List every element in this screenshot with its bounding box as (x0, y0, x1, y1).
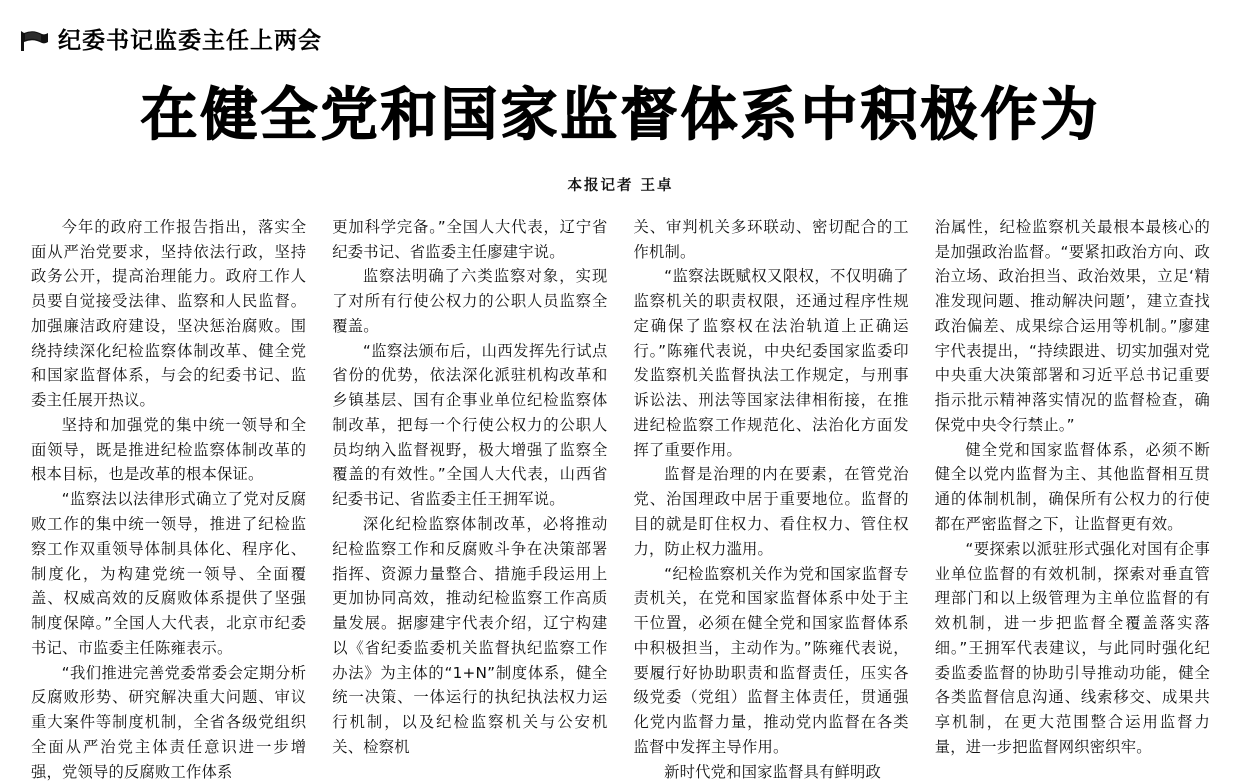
byline: 本报记者 王卓 (567, 177, 674, 194)
paragraph: 坚持和加强党的集中统一领导和全面领导，既是推进纪检监察体制改革的根本目标，也是改革的根本保证。 (31, 415, 307, 484)
paragraph: “纪检监察机关作为党和国家监督专责机关，在党和国家监督体系中处于主干位置，必须在健全党和国家监督体系中积极担当，主动作为。”陈雍代表说，要履行好协助职责和监督责任，压实各级党委（党组）监督主体责任，贯通强化党内监督力量，推动党内监督在各类监督中发挥主导作用。 (633, 564, 909, 756)
paragraph: 深化纪检监察体制改革，必将推动纪检监察工作和反腐败斗争在决策部署指挥、资源力量整合、措施手段运用上更加协同高效，推动纪检监察工作高质量发展。据廖建宇代表介绍，辽宁构建以《省纪委监委机关监督执纪监察工作办法》为主体的“1+N”制度体系，健全统一决策、一体运行的执纪执法权力运行机制，以及纪检监察机关与公安机关、检察机 (332, 515, 608, 756)
paragraph: “监察法颁布后，山西发挥先行试点省份的优势，依法深化派驻机构改革和乡镇基层、国有企事业单位纪检监察体制改革，把每一个行使公权力的公职人员均纳入监督视野，极大增强了监察全覆盖的有效性。”全国人大代表，山西省纪委书记、省监委主任王拥军说。 (332, 341, 608, 509)
paragraph: 关、审判机关多环联动、密切配合的工作机制。 (633, 217, 909, 261)
paragraph: “监察法既赋权又限权，不仅明确了监察机关的职责权限，还通过程序性规定确保了监察权在法治轨道上正确运行。”陈雍代表说，中央纪委国家监委印发监察机关监督执法工作规定，与刑事诉讼法、刑法等国家法律相衔接，在推进纪检监察工作规范化、法治化方面发挥了重要作用。 (633, 267, 909, 459)
article-body (18, 215, 1223, 781)
paragraph: 更加科学完备。”全国人大代表，辽宁省纪委书记、省监委主任廖建宇说。 (332, 217, 608, 261)
article-column-3 (621, 215, 922, 781)
article-column-1 (18, 215, 319, 781)
kicker-bar (20, 24, 1223, 58)
flag-mark-icon (20, 29, 50, 53)
paragraph: 健全党和国家监督体系，必须不断健全以党内监督为主、其他监督相互贯通的体制机制，确保所有公权力的行使都在严密监督之下，让监督更有效。 (934, 440, 1210, 534)
paragraph: “我们推进完善党委常委会定期分析反腐败形势、研究解决重大问题、审议重大案件等制度机制，全省各级党组织全面从严治党主体责任意识进一步增强，党领导的反腐败工作体系 (31, 663, 307, 781)
paragraph: 监督是治理的内在要素，在管党治党、治国理政中居于重要地位。监督的目的就是盯住权力、看住权力、管住权力，防止权力滥用。 (633, 465, 909, 558)
paragraph: “要探索以派驻形式强化对国有企事业单位监督的有效机制，探索对垂直管理部门和以上级管理为主单位监督的有效机制，进一步把监督全覆盖落实落细。”王拥军代表建议，与此同时强化纪委监委监督的协助引导推动功能，健全各类监督信息沟通、线索移交、成果共享机制，在更大范围整合运用监督力量，进一步把监督网织密织牢。 (934, 539, 1210, 756)
paragraph: 监察法明确了六类监察对象，实现了对所有行使公权力的公职人员监察全覆盖。 (332, 267, 608, 335)
article-column-2 (319, 215, 620, 775)
kicker-label: 纪委书记监委主任上两会 (58, 27, 322, 54)
paragraph: 治属性，纪检监察机关最根本最核心的是加强政治监督。“要紧扣政治方向、政治立场、政治担当、政治效果，立足‘精准发现问题、推动解决问题’，建立查找政治偏差、成果综合运用等机制。”廖建宇代表提出，“持续跟进、切实加强对党中央重大决策部署和习近平总书记重要指示批示精神落实情况的监督检查，确保党中央令行禁止。” (934, 217, 1210, 434)
page-title: 在健全党和国家监督体系中积极作为 (140, 82, 1101, 148)
paragraph: 今年的政府工作报告指出，落实全面从严治党要求，坚持依法行政，坚持政务公开，提高治理能力。政府工作人员要自觉接受法律、监察和人民监督。加强廉洁政府建设，坚决惩治腐败。围绕持续深化纪检监察体制改革、健全党和国家监督体系，与会的纪委书记、监委主任展开热议。 (31, 217, 307, 410)
article-column-4 (922, 215, 1223, 775)
paragraph: 新时代党和国家监督具有鲜明政 (664, 762, 882, 781)
paragraph: “监察法以法律形式确立了党对反腐败工作的集中统一领导，推进了纪检监察工作双重领导体制具体化、程序化、制度化，为构建党统一领导、全面覆盖、权威高效的反腐败体系提供了坚强制度保障。”全国人大代表，北京市纪委书记、市监委主任陈雍表示。 (31, 490, 307, 657)
